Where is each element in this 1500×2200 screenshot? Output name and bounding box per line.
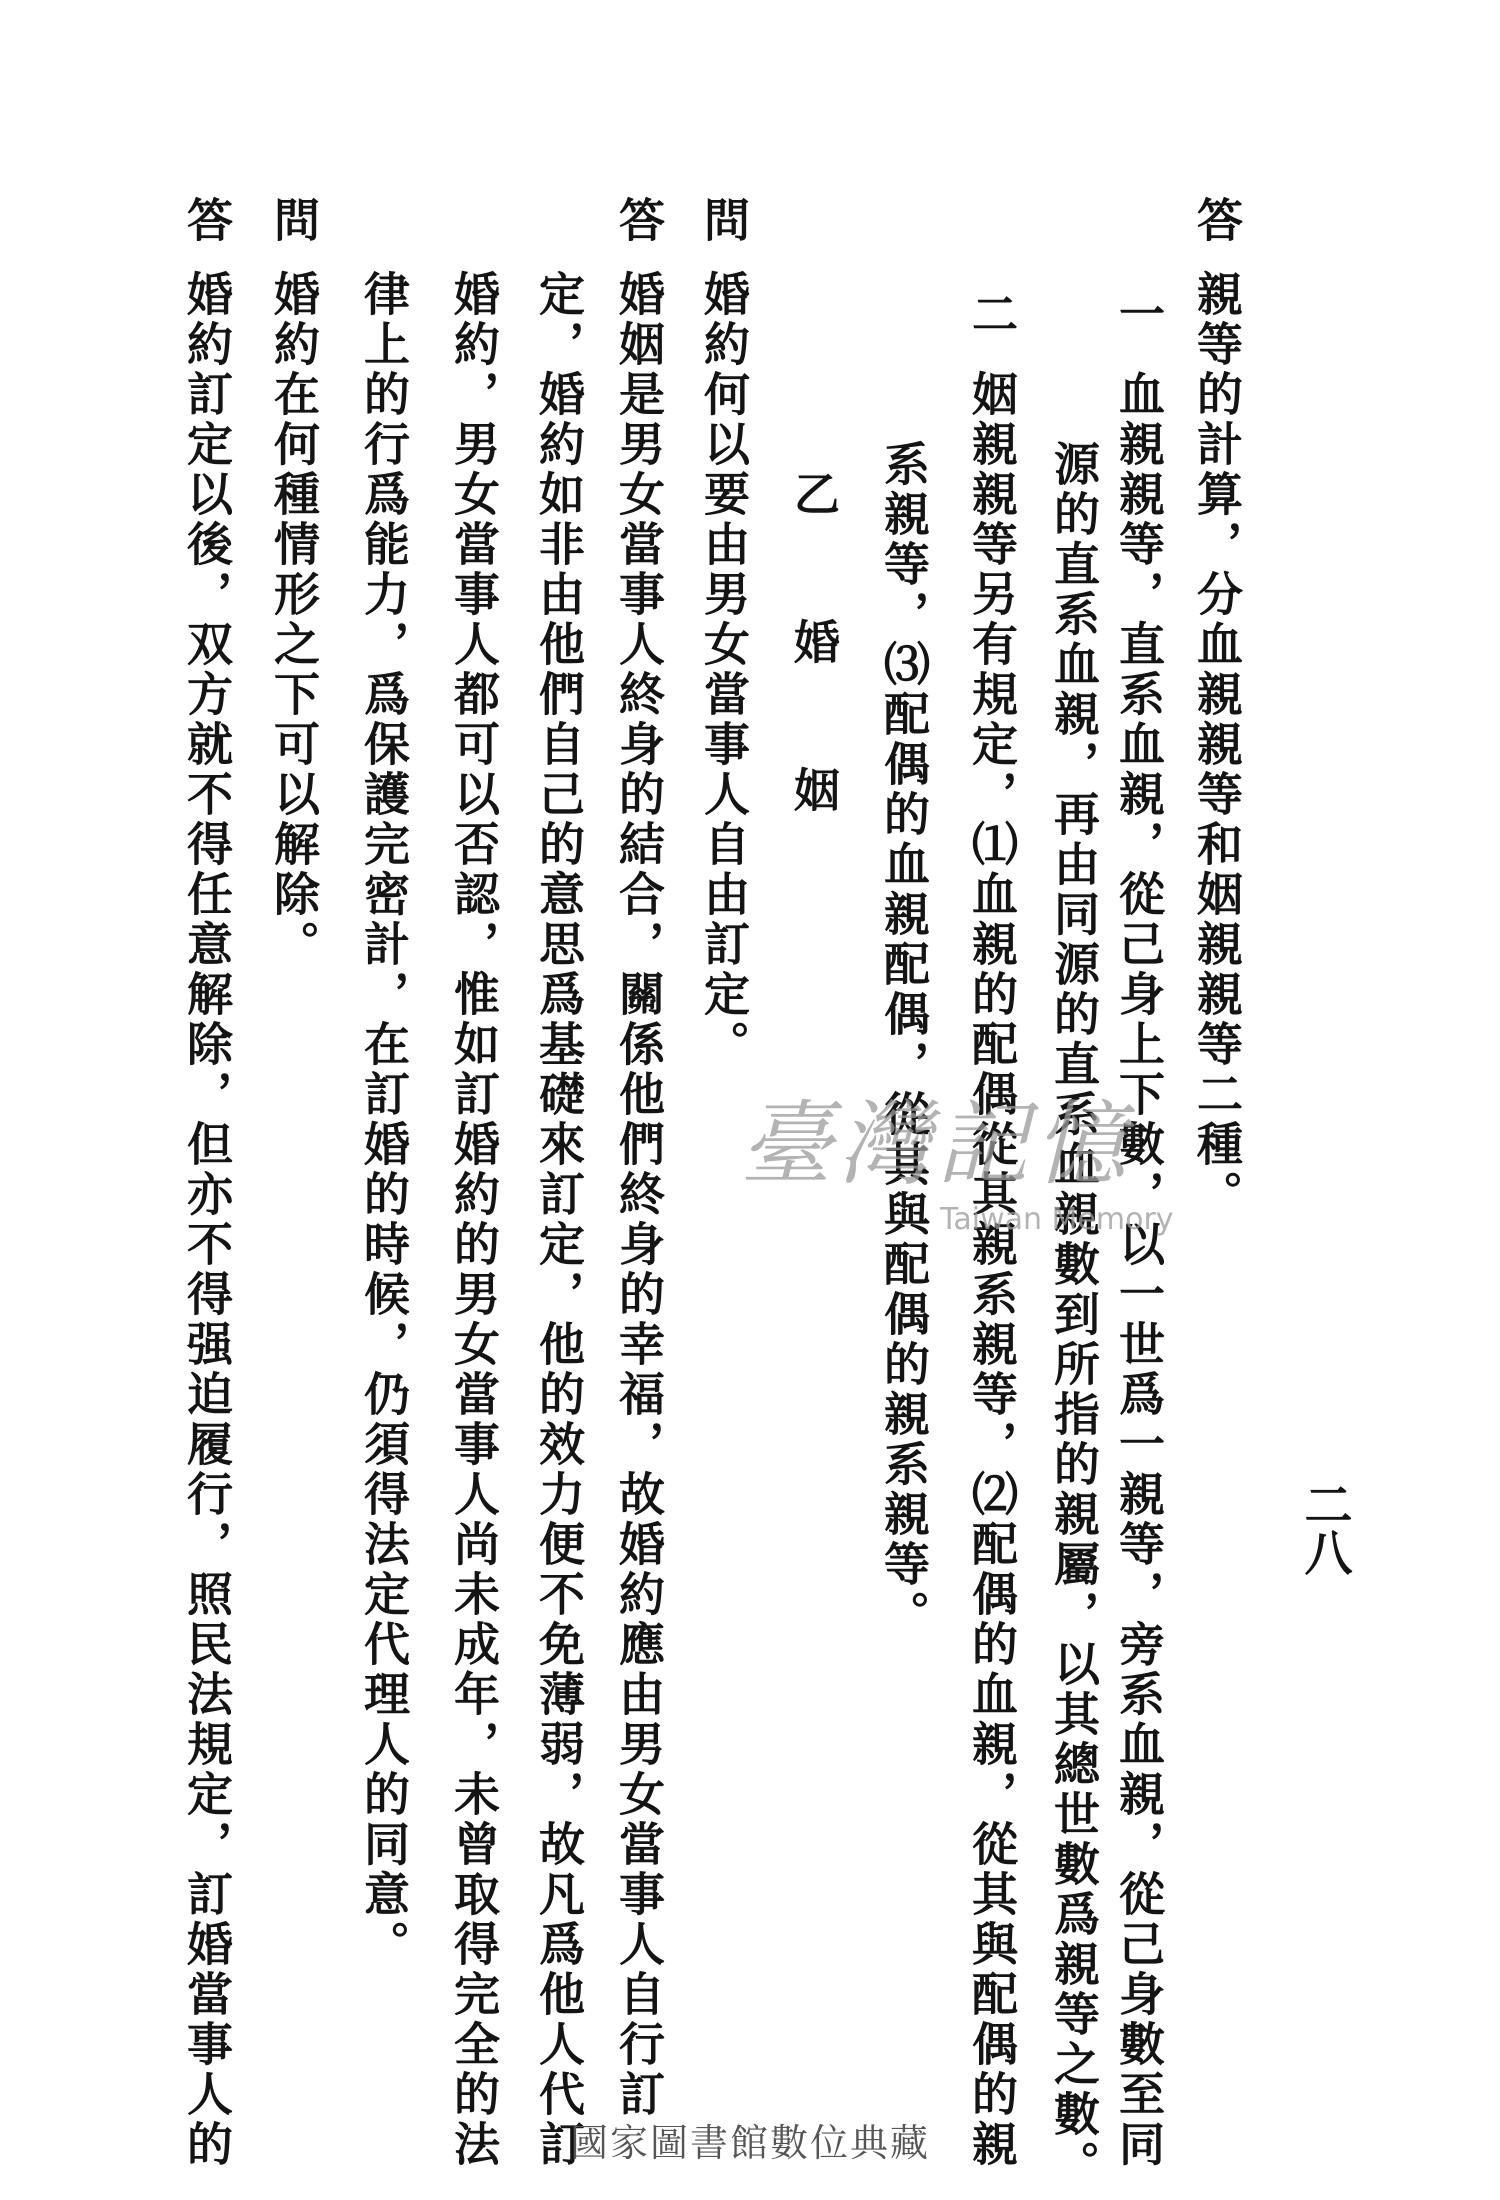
question-label: 問 [267,196,321,242]
text-column-7: 婚姻是男女當事人終身的結合，關係他們終身的幸福，故婚約應由男女當事人自行訂 [612,270,666,2120]
text-column-10: 律上的行爲能力，爲保護完密計，在訂婚的時候，仍須得法定代理人的同意。 [357,270,411,1970]
text-column-12: 婚約訂定以後，双方就不得任意解除，但亦不得强迫履行，照民法規定，訂婚當事人的 [180,270,234,2170]
text-column-9: 婚約，男女當事人都可以否認，惟如訂婚約的男女當事人尚未成年，未曾取得完全的法 [447,270,501,2170]
answer-label: 答 [180,196,234,242]
answer-label: 答 [1190,196,1244,242]
text-column-1: 親等的計算，分血親親等和姻親親等二種。 [1190,270,1244,1220]
page-number: 二八 [1296,1480,1352,1576]
text-column-4: 姻親親等另有規定，⑴血親的配偶從其親系親等，⑵配偶的血親，從其與配偶的親 [965,370,1019,2170]
text-column-2: 血親親等，直系血親，從己身上下數，以一世爲一親等，旁系血親，從己身數至同 [1112,370,1166,2170]
text-column-8: 定，婚約如非由他們自己的意思爲基礎來訂定，他的效力便不免薄弱，故凡爲他人代訂 [532,270,586,2170]
text-column-6: 婚約何以要由男女當事人自由訂定。 [697,270,751,1070]
text-column-11: 婚約在何種情形之下可以解除。 [267,270,321,970]
section-heading: 乙 婚 姻 [787,470,841,836]
question-label: 問 [697,196,751,242]
item-number-one: 一 [1112,290,1166,336]
text-column-5: 系親等，⑶配偶的血親配偶，從其與配偶的親系親等。 [877,440,931,1640]
answer-label: 答 [612,196,666,242]
watermark-subtext: Taiwan Memory [940,1202,1174,1237]
item-number-two: 二 [965,290,1019,336]
text-column-3: 源的直系血親，再由同源的直系血親數到所指的親屬，以其總世數爲親等之數。 [1047,440,1101,2190]
watermark-logo [740,1090,1210,1240]
watermark-text: 臺灣記憶 [740,1091,1133,1198]
footer-library-credit: 國家圖書館數位典藏 [569,2121,930,2165]
